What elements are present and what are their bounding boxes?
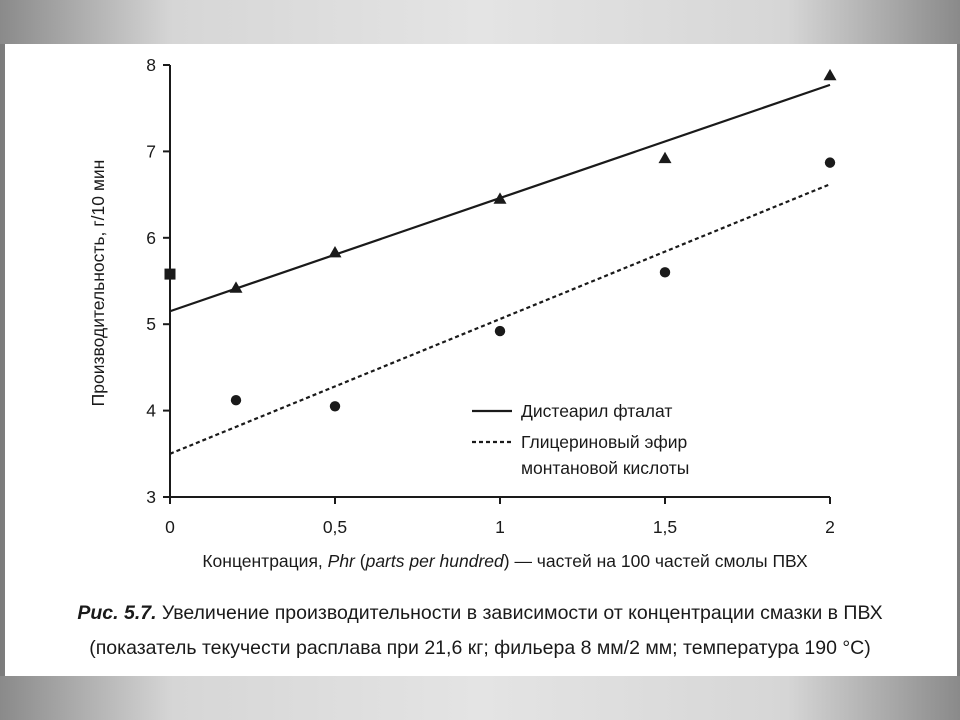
triangle-marker bbox=[824, 69, 837, 80]
x-tick-label: 2 bbox=[825, 517, 835, 537]
legend-label-series-2-line2: монтановой кислоты bbox=[521, 458, 690, 478]
circle-marker bbox=[660, 267, 670, 277]
y-axis-label: Производительность, г/10 мин bbox=[88, 159, 108, 407]
y-tick-label: 8 bbox=[146, 55, 156, 75]
circle-marker bbox=[330, 401, 340, 411]
legend-label-series-2-line1: Глицериновый эфир bbox=[521, 432, 688, 452]
legend bbox=[472, 401, 689, 478]
legend-label-series-1: Дистеарил фталат bbox=[521, 401, 673, 421]
data-markers bbox=[165, 69, 837, 412]
x-axis-ticks bbox=[165, 497, 835, 537]
triangle-marker bbox=[659, 152, 672, 163]
figure-caption-label: Рис. 5.7. bbox=[77, 602, 157, 624]
figure-caption-line-2: (показатель текучести расплава при 21,6 кг; фильера 8 мм/2 мм; температура 190 °С) bbox=[89, 637, 871, 659]
x-tick-label: 0 bbox=[165, 517, 175, 537]
triangle-marker bbox=[494, 192, 507, 203]
y-tick-label: 4 bbox=[146, 400, 156, 421]
x-axis-label: Концентрация, Phr (parts per hundred) — частей на 100 частей смолы ПВХ bbox=[202, 551, 808, 571]
x-tick-label: 1,5 bbox=[652, 517, 678, 537]
y-tick-label: 3 bbox=[146, 487, 156, 507]
figure-caption-line-1 bbox=[0, 602, 960, 625]
y-tick-label: 6 bbox=[146, 227, 156, 248]
fit-line-dashed bbox=[170, 184, 830, 454]
circle-marker bbox=[825, 157, 835, 167]
circle-marker bbox=[495, 326, 505, 336]
x-tick-label: 1 bbox=[495, 517, 505, 537]
y-tick-label: 5 bbox=[146, 314, 156, 335]
y-axis-ticks bbox=[146, 55, 170, 507]
y-tick-label: 7 bbox=[146, 141, 156, 162]
plot-frame bbox=[170, 65, 830, 497]
circle-marker bbox=[231, 395, 241, 405]
square-marker bbox=[165, 269, 176, 280]
triangle-marker bbox=[329, 246, 342, 257]
figure-caption-text: Увеличение производительности в зависимости от концентрации смазки в ПВХ bbox=[156, 602, 883, 624]
fit-lines bbox=[170, 85, 830, 454]
x-tick-label: 0,5 bbox=[322, 517, 348, 537]
